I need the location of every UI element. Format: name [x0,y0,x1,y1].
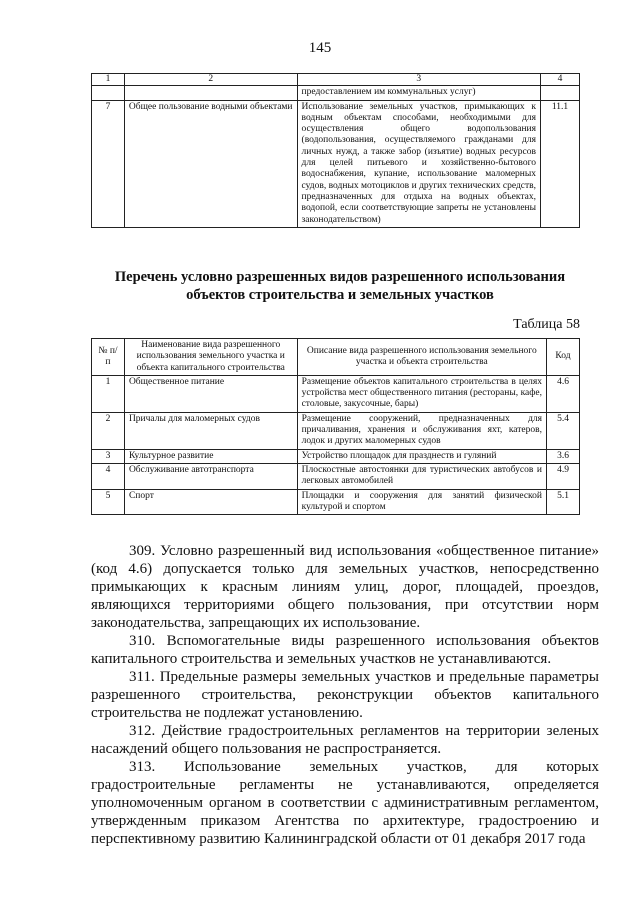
paragraph: 313. Использование земельных участков, для которых градостроительные регламенты не устанавливаются, определяется уполномоченным органом в соответствии с административным регламентом, утвержденным приказом Агентства по архитектуре, градостроению и перспективному развитию Калининградской области от 01 декабря 2017 года [91,759,599,847]
heading-line: объектов строительства и земельных участков [186,287,494,303]
row-number: 7 [92,100,125,227]
paragraph: 312. Действие градостроительных регламентов на территории зеленых насаждений общего пользования не распространяется. [91,723,599,757]
row-number: 3 [92,449,125,463]
paragraph: 310. Вспомогательные виды разрешенного использования объектов капитального строительства и земельных участков не устанавливаются. [91,633,599,667]
use-name: Причалы для маломерных судов [124,412,297,449]
use-code: 5.4 [547,412,580,449]
use-name: Общественное питание [124,375,297,412]
use-name: Обслуживание автотранспорта [124,463,297,489]
continuation-text: предоставлением им коммунальных услуг) [297,86,540,100]
use-code: 3.6 [547,449,580,463]
column-number: 2 [124,74,297,86]
column-number-row [92,74,580,86]
table-row [92,449,580,463]
row-number: 2 [92,412,125,449]
header-name: Наименование вида разрешенного использования земельного участка и объекта капитального строительства [124,339,297,376]
section-heading [60,268,620,304]
row-number: 5 [92,489,125,515]
use-code: 4.6 [547,375,580,412]
land-use-table-continued [91,73,580,228]
paragraph: 309. Условно разрешенный вид использования «общественное питание» (код 4.6) допускается только для земельных участков, непосредственно примыкающих к красным линиям улиц, дорог, площадей, проездов, являющихся территориями общего пользования, при отсутствии норм законодательства, запрещающих их использование. [91,543,599,631]
table-row [92,489,580,515]
use-description: Плоскостные автостоянки для туристических автобусов и легковых автомобилей [297,463,546,489]
page-number: 145 [308,40,332,56]
use-name: Спорт [124,489,297,515]
header-code: Код [547,339,580,376]
body-text [91,542,599,848]
column-number: 4 [541,74,580,86]
table-header-row [92,339,580,376]
table-row [92,463,580,489]
conditional-uses-table [91,338,580,515]
row-number: 1 [92,375,125,412]
table-caption: Таблица 58 [513,317,580,332]
continuation-row [92,86,580,100]
use-code: 11.1 [541,100,580,227]
use-code: 5.1 [547,489,580,515]
heading-line: Перечень условно разрешенных видов разрешенного использования [114,269,566,285]
paragraph: 311. Предельные размеры земельных участков и предельные параметры разрешенного строительства, реконструкции объектов капитального строительства не подлежат установлению. [91,669,599,721]
use-description: Размещение сооружений, предназначенных для причаливания, хранения и обслуживания яхт, катеров, лодок и других маломерных судов [297,412,546,449]
column-number: 3 [297,74,540,86]
use-description: Площадки и сооружения для занятий физической культурой и спортом [297,489,546,515]
use-description: Использование земельных участков, примыкающих к водным объектам способами, необходимыми для осуществления общего водопользования (водопользования, осуществляемого гражданами для личных нужд, а также забор (изъятие) водных ресурсов для целей питьевого и хозяйственно-бытового водоснабжения, купание, использование маломерных судов, водных мотоциклов и других технических средств, предназначенных для отдыха на водных объектах, водопой, если соответствующие запреты не установлены законодательством) [297,100,540,227]
use-description: Размещение объектов капитального строительства в целях устройства мест общественного питания (рестораны, кафе, столовые, закусочные, бары) [297,375,546,412]
table-row [92,375,580,412]
use-description: Устройство площадок для празднеств и гуляний [297,449,546,463]
column-number: 1 [92,74,125,86]
header-description: Описание вида разрешенного использования земельного участка и объекта строительства [297,339,546,376]
use-name: Культурное развитие [124,449,297,463]
table-row [92,412,580,449]
use-name: Общее пользование водными объектами [124,100,297,227]
header-number: № п/п [92,339,125,376]
row-number: 4 [92,463,125,489]
use-code: 4.9 [547,463,580,489]
table-row [92,100,580,227]
